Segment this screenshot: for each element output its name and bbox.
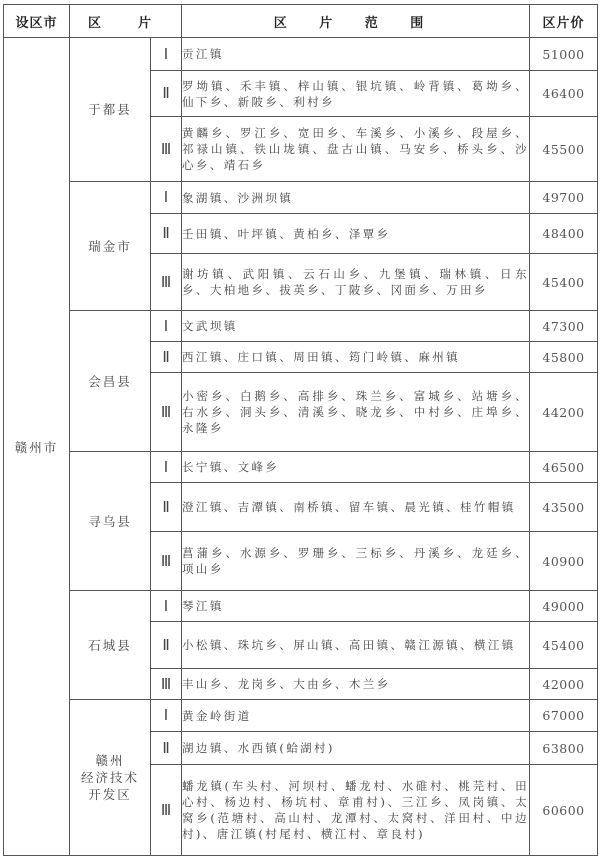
range-cell: 小密乡、白鹅乡、高排乡、珠兰乡、富城乡、站塘乡、右水乡、洞头乡、清溪乡、晓龙乡、中村乡、庄埠乡、永隆乡 (182, 373, 530, 452)
range-cell: 小松镇、珠坑乡、屏山镇、高田镇、赣江源镇、横江镇 (182, 622, 530, 669)
price-cell: 43500 (530, 483, 598, 532)
tier-cell: Ⅲ (151, 117, 182, 182)
price-cell: 42000 (530, 669, 598, 700)
header-range: 区 片 范 围 (182, 5, 530, 38)
price-cell: 45400 (530, 622, 598, 669)
price-cell: 45400 (530, 254, 598, 311)
table-row (4, 311, 598, 342)
header-zone: 区 片 (70, 5, 182, 38)
tier-cell: Ⅱ (151, 732, 182, 765)
county-cell: 瑞金市 (70, 182, 151, 311)
range-cell: 澄江镇、吉潭镇、南桥镇、留车镇、晨光镇、桂竹帽镇 (182, 483, 530, 532)
range-cell: 丰山乡、龙岗乡、大由乡、木兰乡 (182, 669, 530, 700)
table-row (4, 452, 598, 483)
tier-cell: Ⅱ (151, 214, 182, 254)
price-cell: 63800 (530, 732, 598, 765)
range-cell: 长宁镇、文峰乡 (182, 452, 530, 483)
county-cell: 石城县 (70, 591, 151, 700)
tier-cell: Ⅱ (151, 483, 182, 532)
city-cell: 赣州市 (4, 38, 70, 856)
county-name-line: 赣州 (95, 753, 125, 768)
header-city: 设区市 (4, 5, 70, 38)
price-cell: 47300 (530, 311, 598, 342)
price-cell: 60600 (530, 765, 598, 856)
county-cell-devzone (70, 700, 151, 856)
tier-cell: Ⅲ (151, 254, 182, 311)
range-cell: 壬田镇、叶坪镇、黄柏乡、泽覃乡 (182, 214, 530, 254)
tier-cell: Ⅰ (151, 700, 182, 732)
price-cell: 45500 (530, 117, 598, 182)
tier-cell: Ⅰ (151, 182, 182, 214)
range-cell: 菖蒲乡、水源乡、罗珊乡、三标乡、丹溪乡、龙廷乡、项山乡 (182, 532, 530, 591)
table-row (4, 38, 598, 71)
range-cell: 黄金岭街道 (182, 700, 530, 732)
header-row (4, 5, 598, 38)
tier-cell: Ⅰ (151, 452, 182, 483)
tier-cell: Ⅲ (151, 373, 182, 452)
tier-cell: Ⅰ (151, 38, 182, 71)
tier-cell: Ⅰ (151, 311, 182, 342)
tier-cell: Ⅱ (151, 71, 182, 117)
county-cell: 于都县 (70, 38, 151, 182)
county-name-line: 开发区 (88, 787, 132, 802)
tier-cell: Ⅰ (151, 591, 182, 622)
price-cell: 46500 (530, 452, 598, 483)
land-price-table (3, 4, 598, 856)
county-cell: 寻乌县 (70, 452, 151, 591)
tier-cell: Ⅲ (151, 765, 182, 856)
table-row (4, 591, 598, 622)
tier-cell: Ⅱ (151, 622, 182, 669)
price-cell: 46400 (530, 71, 598, 117)
range-cell: 文武坝镇 (182, 311, 530, 342)
range-cell: 罗坳镇、禾丰镇、梓山镇、银坑镇、岭背镇、葛坳乡、仙下乡、新陂乡、利村乡 (182, 71, 530, 117)
range-cell: 琴江镇 (182, 591, 530, 622)
price-cell: 40900 (530, 532, 598, 591)
price-cell: 49700 (530, 182, 598, 214)
range-cell: 贡江镇 (182, 38, 530, 71)
table-row (4, 182, 598, 214)
price-cell: 44200 (530, 373, 598, 452)
price-cell: 67000 (530, 700, 598, 732)
price-cell: 45800 (530, 342, 598, 373)
table-row (4, 700, 598, 732)
county-cell: 会昌县 (70, 311, 151, 452)
range-cell: 黄麟乡、罗江乡、宽田乡、车溪乡、小溪乡、段屋乡、祁禄山镇、铁山垅镇、盘古山镇、马安乡、桥头乡、沙心乡、靖石乡 (182, 117, 530, 182)
tier-cell: Ⅱ (151, 342, 182, 373)
range-cell: 蟠龙镇(车头村、河坝村、蟠龙村、水碓村、桃芫村、田心村、杨边村、杨坑村、章甫村)、三江乡、凤岗镇、太窝乡(范塘村、高山村、龙潭村、太窝村、洋田村、中边村)、唐江镇(村尾村、横江村、章良村) (182, 765, 530, 856)
price-cell: 51000 (530, 38, 598, 71)
tier-cell: Ⅲ (151, 669, 182, 700)
range-cell: 象湖镇、沙洲坝镇 (182, 182, 530, 214)
header-price: 区片价 (530, 5, 598, 38)
range-cell: 西江镇、庄口镇、周田镇、筠门岭镇、麻州镇 (182, 342, 530, 373)
price-cell: 48400 (530, 214, 598, 254)
tier-cell: Ⅲ (151, 532, 182, 591)
range-cell: 湖边镇、水西镇(蛤湖村) (182, 732, 530, 765)
range-cell: 谢坊镇、武阳镇、云石山乡、九堡镇、瑞林镇、日东乡、大柏地乡、拔英乡、丁陂乡、冈面乡、万田乡 (182, 254, 530, 311)
county-name-line: 经济技术 (80, 770, 139, 785)
price-cell: 49000 (530, 591, 598, 622)
